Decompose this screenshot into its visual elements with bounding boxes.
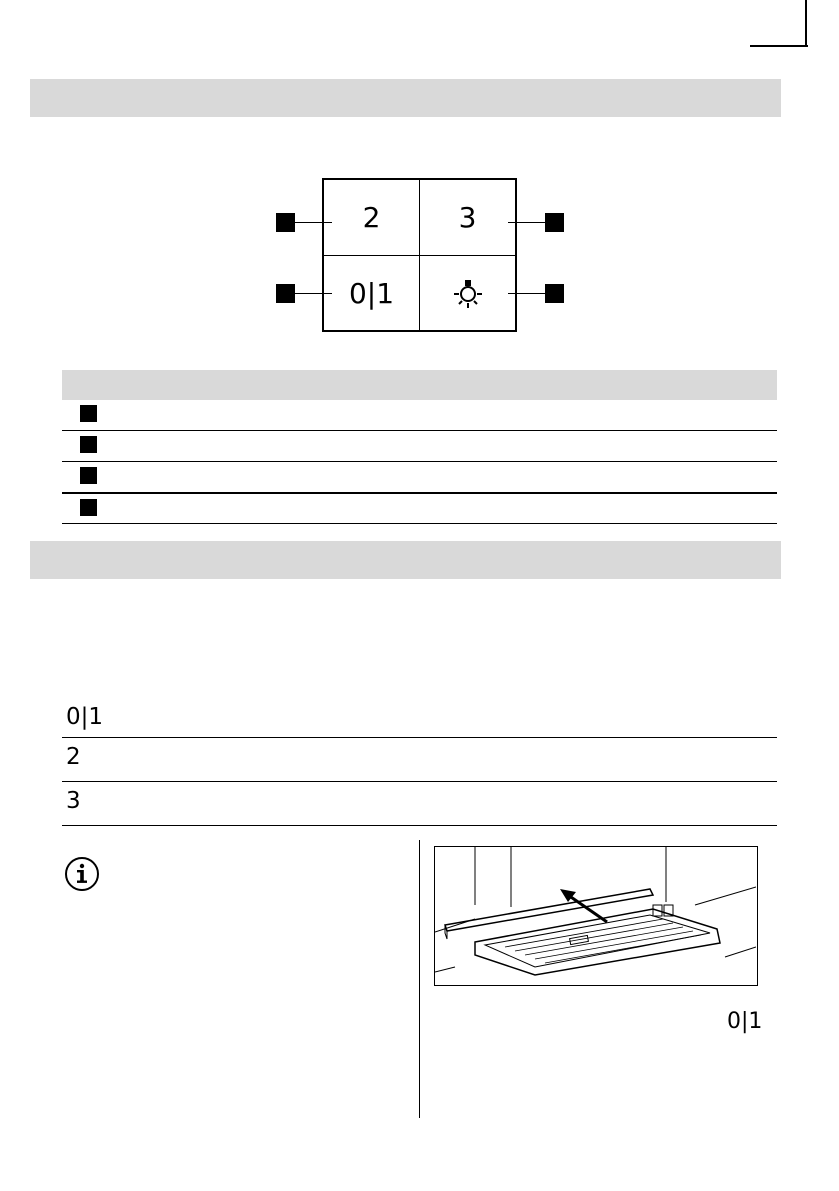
legend-row-divider bbox=[62, 461, 777, 462]
speed-3-button[interactable]: 3 bbox=[458, 201, 477, 234]
on-off-speed-1-button[interactable]: 0|1 bbox=[348, 277, 395, 310]
control-panel-diagram bbox=[322, 178, 517, 332]
callout-leader bbox=[508, 293, 545, 294]
legend-table-header bbox=[62, 370, 777, 400]
callout-leader bbox=[295, 222, 332, 223]
info-icon bbox=[64, 856, 100, 892]
legend-row-divider bbox=[62, 430, 777, 431]
column-divider bbox=[419, 840, 420, 1118]
callout-marker bbox=[545, 213, 564, 232]
legend-marker bbox=[80, 499, 97, 516]
speed-symbol-2: 2 bbox=[66, 744, 81, 770]
light-button[interactable] bbox=[420, 256, 515, 331]
speed-symbol-3: 3 bbox=[66, 788, 81, 814]
speed-row-divider bbox=[62, 781, 777, 782]
caption-symbol-0-1: 0|1 bbox=[727, 1009, 763, 1034]
legend-marker bbox=[80, 467, 97, 484]
legend-marker bbox=[80, 436, 97, 453]
legend-marker bbox=[80, 405, 97, 422]
speed-row-divider bbox=[62, 737, 777, 738]
callout-leader bbox=[295, 293, 332, 294]
speed-symbol-0-1: 0|1 bbox=[66, 704, 104, 730]
callout-leader bbox=[508, 222, 545, 223]
page-corner-mark bbox=[0, 0, 808, 48]
extractor-hood-pull-out-illustration bbox=[435, 847, 756, 984]
callout-marker bbox=[276, 284, 295, 303]
legend-row-divider bbox=[62, 492, 777, 494]
light-bulb-icon bbox=[450, 276, 486, 312]
callout-marker bbox=[276, 213, 295, 232]
section-header-band bbox=[30, 79, 781, 117]
section-header-band bbox=[30, 541, 781, 579]
speed-2-button[interactable]: 2 bbox=[362, 201, 381, 234]
hood-illustration-frame bbox=[434, 846, 758, 986]
speed-row-divider bbox=[62, 825, 777, 826]
callout-marker bbox=[545, 284, 564, 303]
legend-row-divider bbox=[62, 523, 777, 524]
